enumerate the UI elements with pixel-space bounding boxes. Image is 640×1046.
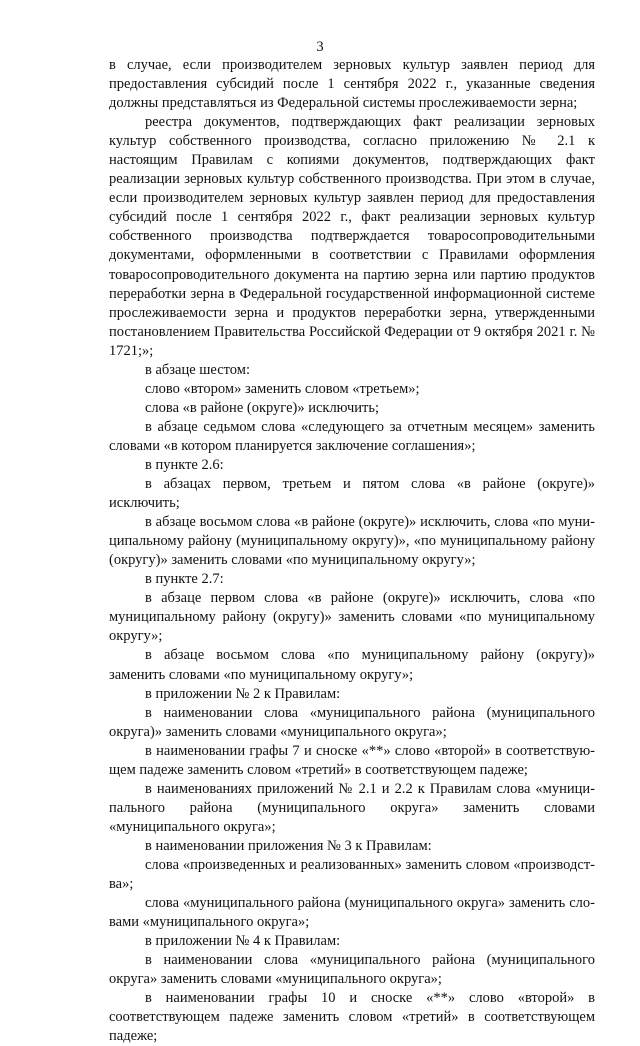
paragraph: реестра документов, подтверждающих факт реализации зерновых культур собственного производства, согласно приложению № 2.1 к настоящим Правилам с копиями документов, подтверждающих факт реализации зерновых культур собственного производства. При этом в случае, если производителем зерновых культур заявлен период для предоставления субсидий после 1 сентября 2022 г., факт реализации зерновых культур собственного производства подтверждается товаросопроводительными документами, оформленными в соответствии с Правилами оформления товаросопроводительного документа на партию зерна или партию продуктов переработки зерна в Федеральной государственной информационной системе прослеживаемости зерна и продуктов переработки зерна, утвержденными постановлением Правительства Российской Федерации от 9 октября 2021 г. № 1721;»; <box>109 114 595 359</box>
paragraph: в абзацах первом, третьем и пятом слова «в районе (округе)» исключить; <box>109 476 595 512</box>
paragraph: в приложении № 4 к Правилам: <box>145 933 341 950</box>
paragraph: в абзаце первом слова «в районе (округе)» исключить, слова «по муниципальному району (округу)» заменить словами «по муниципальному округу»; <box>109 590 595 645</box>
page-number: 3 <box>316 39 324 55</box>
document-body <box>109 56 595 1046</box>
paragraph: в случае, если производителем зерновых культур заявлен период для предоставления субсидий после 1 сентября 2022 г., указанные сведения должны представляться из Федеральной системы прослеживаемости зерна; <box>109 57 595 112</box>
paragraph: в абзаце восьмом слова «по муниципальному району (округу)» заменить словами «по муниципальному округу»; <box>109 647 595 683</box>
paragraph: слова «муниципального района (муниципального округа» заменить словами «муниципального округа»; <box>109 895 595 931</box>
paragraph: в абзаце седьмом слова «следующего за отчетным месяцем» заменить словами «в котором планируется заключение соглашения»; <box>109 418 595 454</box>
paragraph: в наименовании графы 10 и сноске «**» слово «второй» в соответствующем падеже заменить словом «третий» в соответствующем падеже; <box>109 990 595 1045</box>
paragraph: слова «произведенных и реализованных» заменить словом «производства»; <box>109 856 595 893</box>
paragraph: в абзаце шестом: <box>145 361 250 378</box>
paragraph: в наименовании слова «муниципального района (муниципального округа)» заменить словами «муниципального округа»; <box>109 704 595 740</box>
paragraph: в наименовании приложения № 3 к Правилам: <box>145 837 432 854</box>
paragraph: в наименовании слова «муниципального района (муниципального округа» заменить словами «муниципального округа»; <box>109 952 595 988</box>
paragraph: слова «в районе (округе)» исключить; <box>145 399 379 416</box>
paragraph: в пункте 2.7: <box>145 571 224 588</box>
paragraph: в абзаце восьмом слова «в районе (округе)» исключить, слова «по муниципальному району (муниципальному округу)», «по муниципальному району (округу)» заменить словами «по муниципальному округу»; <box>109 514 595 569</box>
paragraph: слово «втором» заменить словом «третьем»; <box>145 380 420 397</box>
paragraph: в наименовании графы 7 и сноске «**» слово «второй» в соответствующем падеже заменить словом «третий» в соответствующем падеже; <box>109 742 595 778</box>
paragraph: в пункте 2.6: <box>145 456 224 473</box>
paragraph: в приложении № 2 к Правилам: <box>145 685 341 702</box>
paragraph: в наименованиях приложений № 2.1 и 2.2 к Правилам слова «муниципального района (муниципального округа» заменить словами «муниципального округа»; <box>109 780 595 835</box>
